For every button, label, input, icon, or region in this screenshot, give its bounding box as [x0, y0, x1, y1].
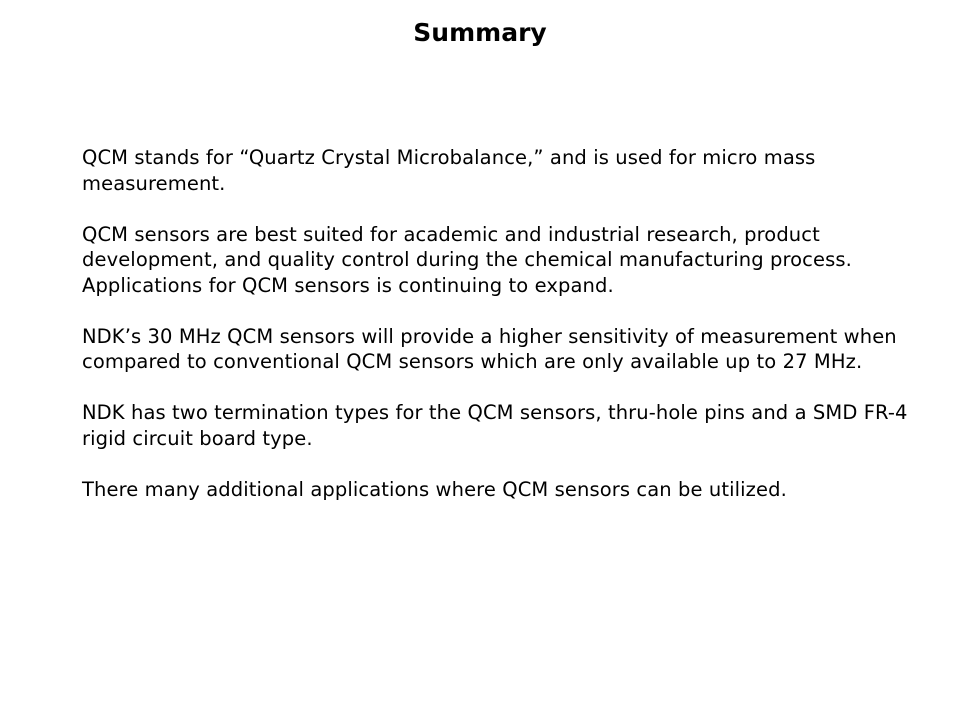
- summary-body: [82, 145, 912, 528]
- paragraph-termination-types: NDK has two termination types for the QCM sensors, thru-hole pins and a SMD FR-4 rigid circuit board type.: [82, 401, 908, 450]
- paragraph-ndk-sensitivity: NDK’s 30 MHz QCM sensors will provide a higher sensitivity of measurement when compared to conventional QCM sensors which are only available up to 27 MHz.: [82, 324, 897, 373]
- paragraph-additional-applications: There many additional applications where QCM sensors can be utilized.: [82, 477, 787, 501]
- paragraph-qcm-applications: QCM sensors are best suited for academic and industrial research, product development, and quality control during the chemical manufacturing process. Applications for QCM sensors is continuing to expand.: [82, 222, 852, 297]
- slide-title: Summary: [413, 18, 547, 47]
- paragraph-qcm-definition: QCM stands for “Quartz Crystal Microbalance,” and is used for micro mass measurement.: [82, 146, 816, 195]
